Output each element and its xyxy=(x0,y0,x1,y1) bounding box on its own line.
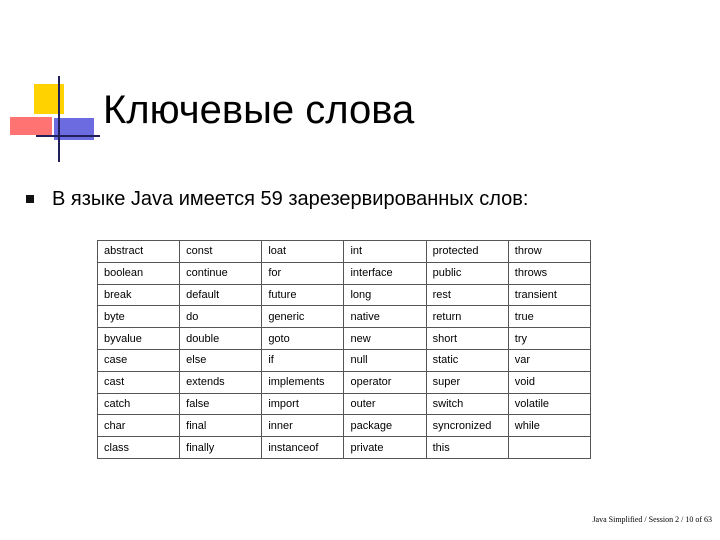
table-cell: generic xyxy=(262,306,344,328)
table-cell: extends xyxy=(180,371,262,393)
table-cell: implements xyxy=(262,371,344,393)
table-cell: class xyxy=(98,437,180,459)
table-cell: char xyxy=(98,415,180,437)
table-cell: double xyxy=(180,328,262,350)
table-cell: this xyxy=(426,437,508,459)
table-cell: default xyxy=(180,284,262,306)
table-row xyxy=(98,437,591,459)
table-cell: throws xyxy=(508,262,590,284)
table-cell: loat xyxy=(262,241,344,263)
table-cell: false xyxy=(180,393,262,415)
table-cell: goto xyxy=(262,328,344,350)
table-row xyxy=(98,371,591,393)
table-cell: if xyxy=(262,349,344,371)
table-cell: static xyxy=(426,349,508,371)
table-cell: byvalue xyxy=(98,328,180,350)
table-cell: cast xyxy=(98,371,180,393)
table-cell: while xyxy=(508,415,590,437)
table-cell xyxy=(508,437,590,459)
table-cell: instanceof xyxy=(262,437,344,459)
table-cell: const xyxy=(180,241,262,263)
table-row xyxy=(98,393,591,415)
table-row xyxy=(98,262,591,284)
table-row xyxy=(98,241,591,263)
table-cell: super xyxy=(426,371,508,393)
table-cell: volatile xyxy=(508,393,590,415)
table-cell: outer xyxy=(344,393,426,415)
table-cell: null xyxy=(344,349,426,371)
table-cell: byte xyxy=(98,306,180,328)
table-row xyxy=(98,306,591,328)
table-cell: catch xyxy=(98,393,180,415)
table-row xyxy=(98,284,591,306)
table-cell: private xyxy=(344,437,426,459)
vertical-line xyxy=(58,76,60,162)
table-cell: rest xyxy=(426,284,508,306)
table-cell: boolean xyxy=(98,262,180,284)
table-cell: native xyxy=(344,306,426,328)
table-cell: package xyxy=(344,415,426,437)
table-cell: void xyxy=(508,371,590,393)
table-row xyxy=(98,349,591,371)
table-cell: public xyxy=(426,262,508,284)
table-cell: case xyxy=(98,349,180,371)
table-cell: true xyxy=(508,306,590,328)
table-cell: var xyxy=(508,349,590,371)
horizontal-line xyxy=(36,135,100,137)
slide-title: Ключевые слова xyxy=(103,88,415,132)
table-cell: interface xyxy=(344,262,426,284)
table-cell: continue xyxy=(180,262,262,284)
table-cell: transient xyxy=(508,284,590,306)
table-cell: abstract xyxy=(98,241,180,263)
table-cell: future xyxy=(262,284,344,306)
square-bullet-icon xyxy=(26,195,34,203)
slide-footer: Java Simplified / Session 2 / 10 of 63 xyxy=(592,515,712,524)
bullet-text: В языке Java имеется 59 зарезервированных слов: xyxy=(52,188,529,210)
table-cell: import xyxy=(262,393,344,415)
table-cell: new xyxy=(344,328,426,350)
keywords-table xyxy=(97,240,591,459)
table-cell: return xyxy=(426,306,508,328)
table-cell: switch xyxy=(426,393,508,415)
table-cell: int xyxy=(344,241,426,263)
table-cell: syncronized xyxy=(426,415,508,437)
table-cell: break xyxy=(98,284,180,306)
red-square xyxy=(10,117,52,135)
table-cell: final xyxy=(180,415,262,437)
table-cell: throw xyxy=(508,241,590,263)
table-cell: finally xyxy=(180,437,262,459)
table-cell: do xyxy=(180,306,262,328)
table-cell: for xyxy=(262,262,344,284)
table-cell: short xyxy=(426,328,508,350)
table-row xyxy=(98,328,591,350)
table-cell: long xyxy=(344,284,426,306)
decorative-logo xyxy=(0,0,100,170)
table-cell: else xyxy=(180,349,262,371)
table-cell: try xyxy=(508,328,590,350)
table-cell: inner xyxy=(262,415,344,437)
table-cell: protected xyxy=(426,241,508,263)
table-cell: operator xyxy=(344,371,426,393)
table-row xyxy=(98,415,591,437)
